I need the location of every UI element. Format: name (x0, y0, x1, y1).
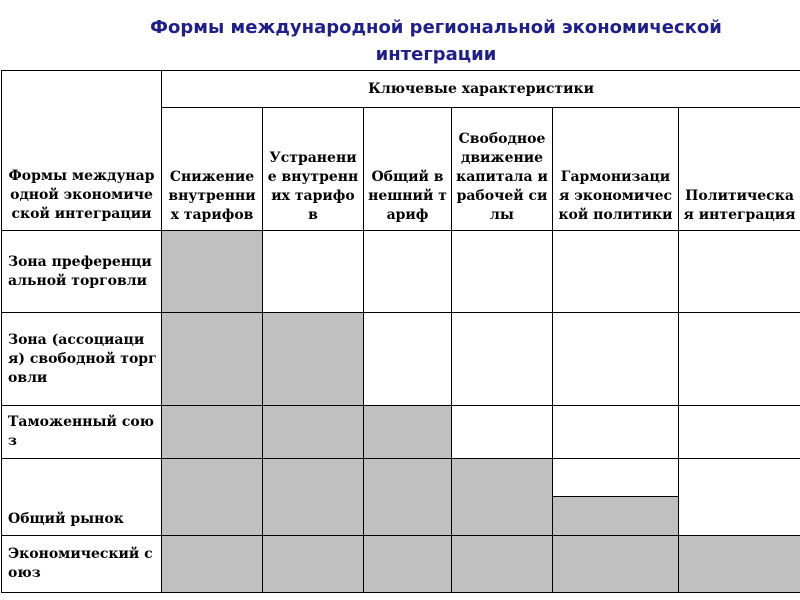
characteristic-cell-filled (263, 536, 364, 593)
characteristic-cell-filled (553, 536, 679, 593)
characteristic-cell (452, 406, 553, 459)
column-header: Политическая интеграция (679, 108, 800, 231)
row-label: Общий рынок (2, 459, 162, 536)
characteristic-cell-filled (162, 459, 263, 536)
characteristic-cell-filled (162, 231, 263, 313)
forms-column-header: Формы международной экономической интеграции (2, 71, 162, 231)
characteristic-cell-filled-partial (553, 497, 679, 536)
characteristic-cell-filled (162, 406, 263, 459)
row-label: Зона (ассоциация) свободной торговли (2, 313, 162, 406)
characteristic-cell-filled (162, 536, 263, 593)
column-header: Общий внешний тариф (364, 108, 452, 231)
characteristic-cell (679, 313, 800, 406)
characteristic-cell (553, 459, 679, 497)
characteristic-cell (679, 231, 800, 313)
characteristic-cell-filled (364, 406, 452, 459)
characteristic-cell (364, 313, 452, 406)
characteristic-cell (679, 406, 800, 459)
column-header: Снижение внутренних тарифов (162, 108, 263, 231)
table-row (2, 459, 800, 497)
key-characteristics-header: Ключевые характеристики (162, 71, 800, 108)
integration-forms-table (1, 70, 800, 593)
characteristic-cell (364, 231, 452, 313)
characteristic-cell-filled (162, 313, 263, 406)
table-row (2, 231, 800, 313)
characteristic-cell (679, 459, 800, 536)
row-label: Экономический союз (2, 536, 162, 593)
table-row (2, 536, 800, 593)
title-line-2: интеграции (375, 44, 497, 65)
page-title (0, 14, 800, 68)
row-label: Зона преференциальной торговли (2, 231, 162, 313)
row-label: Таможенный союз (2, 406, 162, 459)
characteristic-cell-filled (452, 459, 553, 536)
characteristic-cell-filled (364, 459, 452, 536)
characteristic-cell (452, 313, 553, 406)
characteristic-cell-filled (364, 536, 452, 593)
title-line-1: Формы международной региональной экономической (150, 17, 722, 38)
characteristic-cell (452, 231, 553, 313)
characteristic-cell-filled (263, 313, 364, 406)
characteristic-cell (263, 231, 364, 313)
table-row (2, 313, 800, 406)
characteristic-cell-filled (263, 406, 364, 459)
characteristic-cell (553, 313, 679, 406)
column-header: Гармонизация экономической политики (553, 108, 679, 231)
column-header: Устранение внутренних тарифов (263, 108, 364, 231)
characteristic-cell-filled (679, 536, 800, 593)
table-row (2, 406, 800, 459)
characteristic-cell-filled (452, 536, 553, 593)
column-header: Свободное движение капитала и рабочей силы (452, 108, 553, 231)
characteristic-cell-filled (263, 459, 364, 536)
characteristic-cell (553, 231, 679, 313)
characteristic-cell (553, 406, 679, 459)
